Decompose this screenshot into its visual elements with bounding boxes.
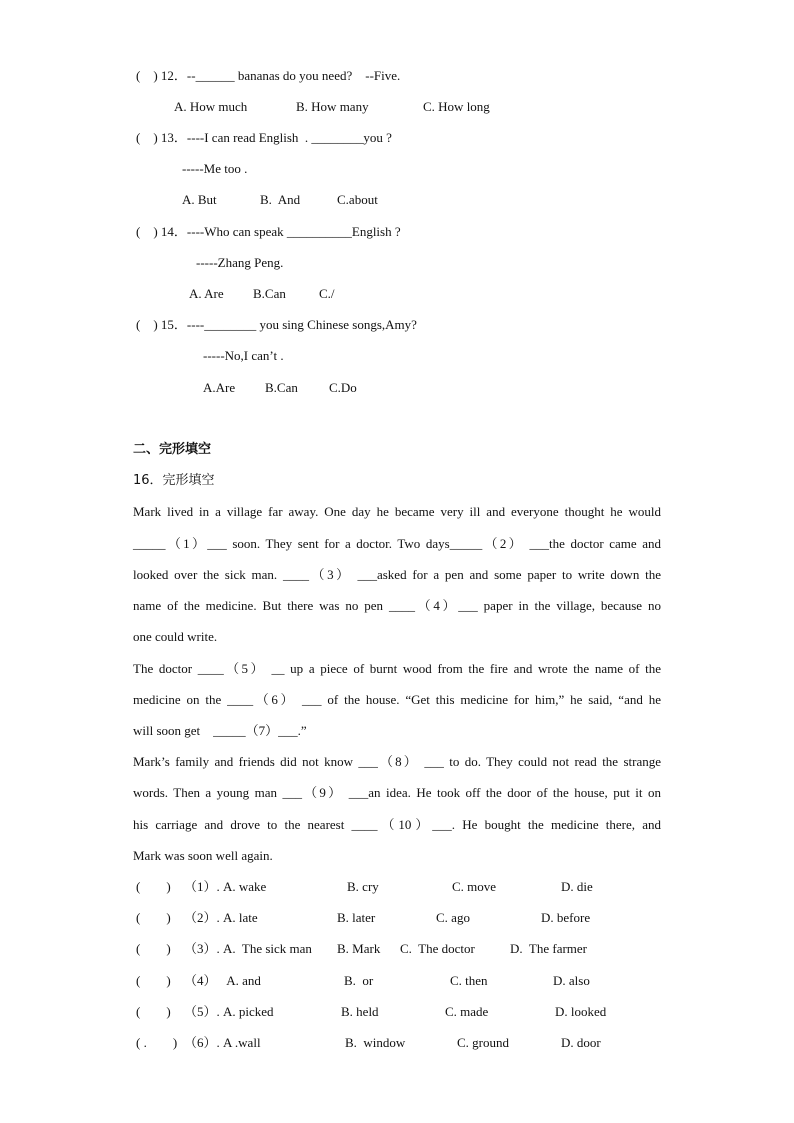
choice-6-option-c: C. ground: [457, 1035, 509, 1050]
choice-3-bracket: ( ): [136, 941, 171, 956]
choice-6-bracket: ( . ): [136, 1035, 178, 1050]
q15-option-c: C.Do: [329, 380, 357, 395]
q12-option-c: C. How long: [423, 99, 490, 114]
q13-reply: -----Me too .: [182, 161, 248, 176]
choice-5-option-c: C. made: [445, 1004, 489, 1019]
choice-2-bracket: ( ): [136, 910, 171, 925]
q12-option-a: A. How much: [174, 99, 248, 114]
question-12: ( ) 12．--______ bananas do you need? --Five.: [136, 68, 401, 83]
choice-3-option-d: D. The farmer: [510, 941, 588, 956]
choice-2-option-a: （2）. A. late: [184, 910, 258, 925]
choice-2-option-b: B. later: [337, 910, 376, 925]
choice-1-bracket: ( ): [136, 879, 171, 894]
choice-3-option-b: B. Mark: [337, 941, 381, 956]
choice-2-option-c: C. ago: [436, 910, 470, 925]
q14-option-b: B.Can: [253, 286, 286, 301]
choice-5-option-b: B. held: [341, 1004, 379, 1019]
passage-line-7: medicine on the ____（6） ___ of the house. “Get this medicine for him,” he said, “and he: [133, 692, 661, 707]
choice-6-option-a: （6）. A .wall: [184, 1035, 261, 1050]
section-title: 二、完形填空: [133, 442, 212, 457]
q15-option-a: A.Are: [203, 380, 236, 395]
passage-line-12: Mark was soon well again.: [133, 848, 273, 863]
q13-option-b: B. And: [260, 192, 301, 207]
passage-line-4: name of the medicine. But there was no pen ____（4）___ paper in the village, because no: [133, 598, 661, 613]
passage-line-6: The doctor ____（5） __ up a piece of burnt wood from the fire and wrote the name of the: [133, 661, 661, 676]
choice-2-option-d: D. before: [541, 910, 591, 925]
question-13: ( ) 13．----I can read English . ________you ?: [136, 130, 392, 145]
choice-4-option-a: （4） A. and: [184, 973, 261, 988]
choice-1-option-c: C. move: [452, 879, 497, 894]
question-15: ( ) 15．----________ you sing Chinese songs,Amy?: [136, 317, 417, 332]
passage-line-8: will soon get _____（7）___.”: [133, 723, 307, 738]
passage-line-1: Mark lived in a village far away. One day he became very ill and everyone thought he would: [133, 504, 661, 519]
passage-line-5: one could write.: [133, 629, 218, 644]
q13-option-c: C.about: [337, 192, 378, 207]
choice-3-option-c: C. The doctor: [400, 941, 475, 956]
choice-4-option-c: C. then: [450, 973, 488, 988]
choice-1-option-a: （1）. A. wake: [184, 879, 267, 894]
q14-option-a: A. Are: [189, 286, 224, 301]
passage-line-9: Mark’s family and friends did not know ___（8） ___ to do. They could not read the strange: [133, 754, 661, 769]
passage-line-2: _____（1）___ soon. They sent for a doctor. Two days_____（2） ___the doctor came and: [133, 536, 661, 551]
q12-option-b: B. How many: [296, 99, 369, 114]
choice-1-option-d: D. die: [561, 879, 593, 894]
choice-1-option-b: B. cry: [347, 879, 379, 894]
passage-line-10: words. Then a young man ___（9） ___an idea. He took off the door of the house, put it on: [133, 785, 661, 800]
choice-3-option-a: （3）. A. The sick man: [184, 941, 312, 956]
choice-5-option-d: D. looked: [555, 1004, 607, 1019]
choice-5-bracket: ( ): [136, 1004, 171, 1019]
q14-reply: -----Zhang Peng.: [196, 255, 284, 270]
choice-4-option-b: B. or: [344, 973, 374, 988]
question-16-title: 16．完形填空: [133, 473, 215, 488]
q15-option-b: B.Can: [265, 380, 298, 395]
q14-option-c: C./: [319, 286, 335, 301]
choice-6-option-b: B. window: [345, 1035, 406, 1050]
passage-line-3: looked over the sick man. ____（3） ___asked for a pen and some paper to write down the: [133, 567, 661, 582]
q13-option-a: A. But: [182, 192, 217, 207]
question-14: ( ) 14．----Who can speak __________English ?: [136, 224, 401, 239]
q15-reply: -----No,I can’t .: [203, 348, 284, 363]
choice-4-option-d: D. also: [553, 973, 590, 988]
choice-6-option-d: D. door: [561, 1035, 601, 1050]
choice-4-bracket: ( ): [136, 973, 171, 988]
choice-5-option-a: （5）. A. picked: [184, 1004, 274, 1019]
passage-line-11: his carriage and drove to the nearest ____（10）___. He bought the medicine there, and: [133, 817, 661, 832]
